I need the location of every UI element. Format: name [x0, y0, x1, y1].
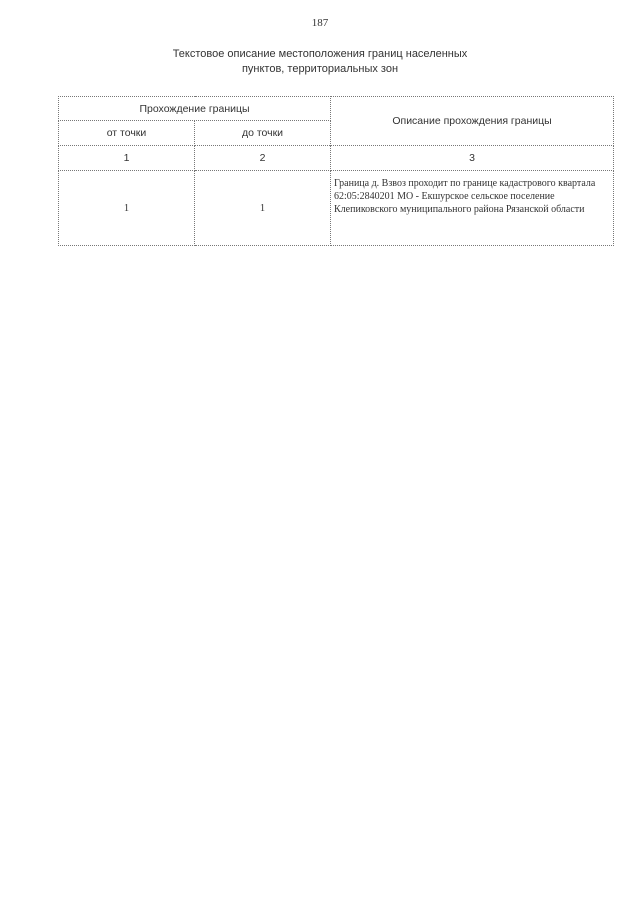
title-line-2: пунктов, территориальных зон — [241, 63, 399, 75]
page-number: 187 — [311, 17, 329, 29]
boundary-table — [58, 96, 614, 246]
index-cell: 2 — [195, 146, 331, 171]
index-row — [59, 146, 614, 171]
description-cell: Граница д. Взвоз проходит по границе кадастрового квартала 62:05:2840201 МО - Екшурское сельское поселение Клепиковского муниципального района Рязанской области — [331, 171, 614, 246]
header-row-1 — [59, 97, 614, 121]
to-point-cell: 1 — [195, 171, 331, 246]
index-cell: 3 — [331, 146, 614, 171]
from-point-cell: 1 — [59, 171, 195, 246]
title-line-1: Текстовое описание местоположения границ населенных — [172, 48, 468, 60]
table-row — [59, 171, 614, 246]
index-cell: 1 — [59, 146, 195, 171]
to-point-header-cell: до точки — [195, 121, 331, 146]
group-header-cell: Прохождение границы — [59, 97, 331, 121]
description-header-cell: Описание прохождения границы — [331, 97, 614, 146]
from-point-header-cell: от точки — [59, 121, 195, 146]
document-title — [0, 47, 640, 77]
